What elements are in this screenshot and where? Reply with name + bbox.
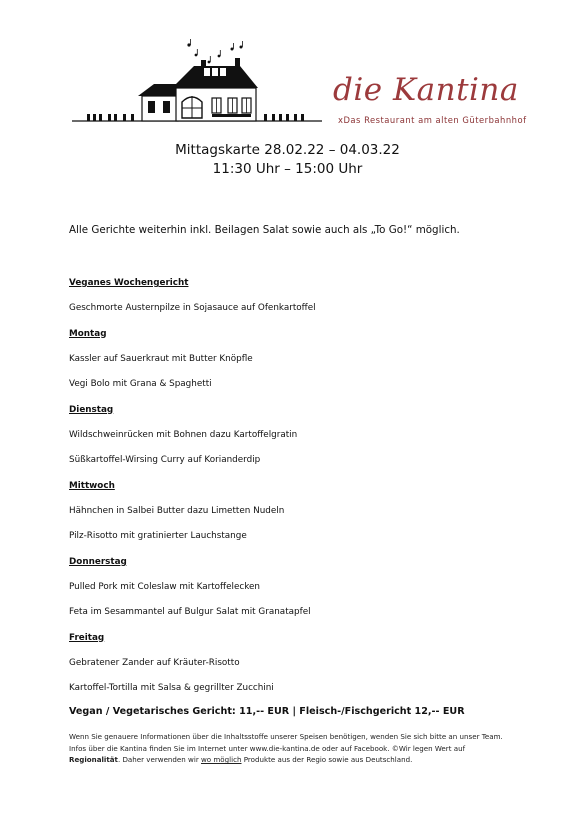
section-heading: Mittwoch xyxy=(69,480,115,491)
dish-item: Vegi Bolo mit Grana & Spaghetti xyxy=(69,379,212,389)
price-line: Vegan / Vegetarisches Gericht: 11,-- EUR | Fleisch-/Fischgericht 12,-- EUR xyxy=(69,706,465,717)
music-notes-icon xyxy=(187,39,242,63)
title-block xyxy=(0,141,575,179)
menu-section xyxy=(69,554,529,630)
footer-line: Wenn Sie genauere Informationen über die Inhaltsstoffe unserer Speisen benötigen, wenden Sie sich bitte an unser Team. xyxy=(69,732,503,741)
section-heading: Dienstag xyxy=(69,404,114,415)
section-heading: Freitag xyxy=(69,632,105,643)
section-heading: Montag xyxy=(69,328,107,339)
section-heading: Veganes Wochengericht xyxy=(69,278,189,288)
menu-title: Mittagskarte 28.02.22 – 04.03.22 xyxy=(175,142,400,158)
logo-wordmark: die Kantina xyxy=(333,72,519,108)
dish-item: Pulled Pork mit Coleslaw mit Kartoffelecken xyxy=(69,581,260,592)
footer-text: . Daher verwenden wir xyxy=(117,755,201,765)
dish-item: Wildschweinrücken mit Bohnen dazu Kartoffelgratin xyxy=(69,429,298,440)
footer-bold: Regionalität xyxy=(69,755,118,765)
dish-item: Kassler auf Sauerkraut mit Butter Knöpfle xyxy=(69,353,253,364)
dish-item: Hähnchen in Salbei Butter dazu Limetten Nudeln xyxy=(69,505,285,516)
menu-section xyxy=(69,478,529,554)
footer-note xyxy=(69,731,529,766)
dish-item: Geschmorte Austernpilze in Sojasauce auf Ofenkartoffel xyxy=(69,303,316,313)
dish-item: Kartoffel-Tortilla mit Salsa & gegrillter Zucchini xyxy=(69,683,274,693)
footer-underline: wo möglich xyxy=(201,755,242,765)
footer-line: Infos über die Kantina finden Sie im Internet unter www.die-kantina.de oder auf Facebook. ©Wir legen Wert auf xyxy=(69,743,466,753)
menu-section xyxy=(69,402,529,478)
header xyxy=(0,0,575,130)
footer-line xyxy=(69,754,529,766)
restaurant-house-logo-icon xyxy=(72,38,322,122)
menu-section xyxy=(69,326,529,402)
footer-text: Produkte aus der Regio sowie aus Deutschland. xyxy=(241,755,413,765)
menu-section xyxy=(69,275,529,326)
section-heading: Donnerstag xyxy=(69,556,127,567)
logo-tagline: xDas Restaurant am alten Güterbahnhof xyxy=(338,115,527,125)
dish-item: Gebratener Zander auf Kräuter-Risotto xyxy=(69,657,240,668)
opening-hours: 11:30 Uhr – 15:00 Uhr xyxy=(212,161,363,177)
dish-item: Pilz-Risotto mit gratinierter Lauchstange xyxy=(69,531,247,541)
menu-section xyxy=(69,630,529,706)
dish-item: Süßkartoffel-Wirsing Curry auf Korianderdip xyxy=(69,455,261,465)
intro-text: Alle Gerichte weiterhin inkl. Beilagen Salat sowie auch als „To Go!“ möglich. xyxy=(69,224,460,236)
dish-item: Feta im Sesammantel auf Bulgur Salat mit Granatapfel xyxy=(69,607,311,617)
weekly-menu xyxy=(69,275,529,706)
